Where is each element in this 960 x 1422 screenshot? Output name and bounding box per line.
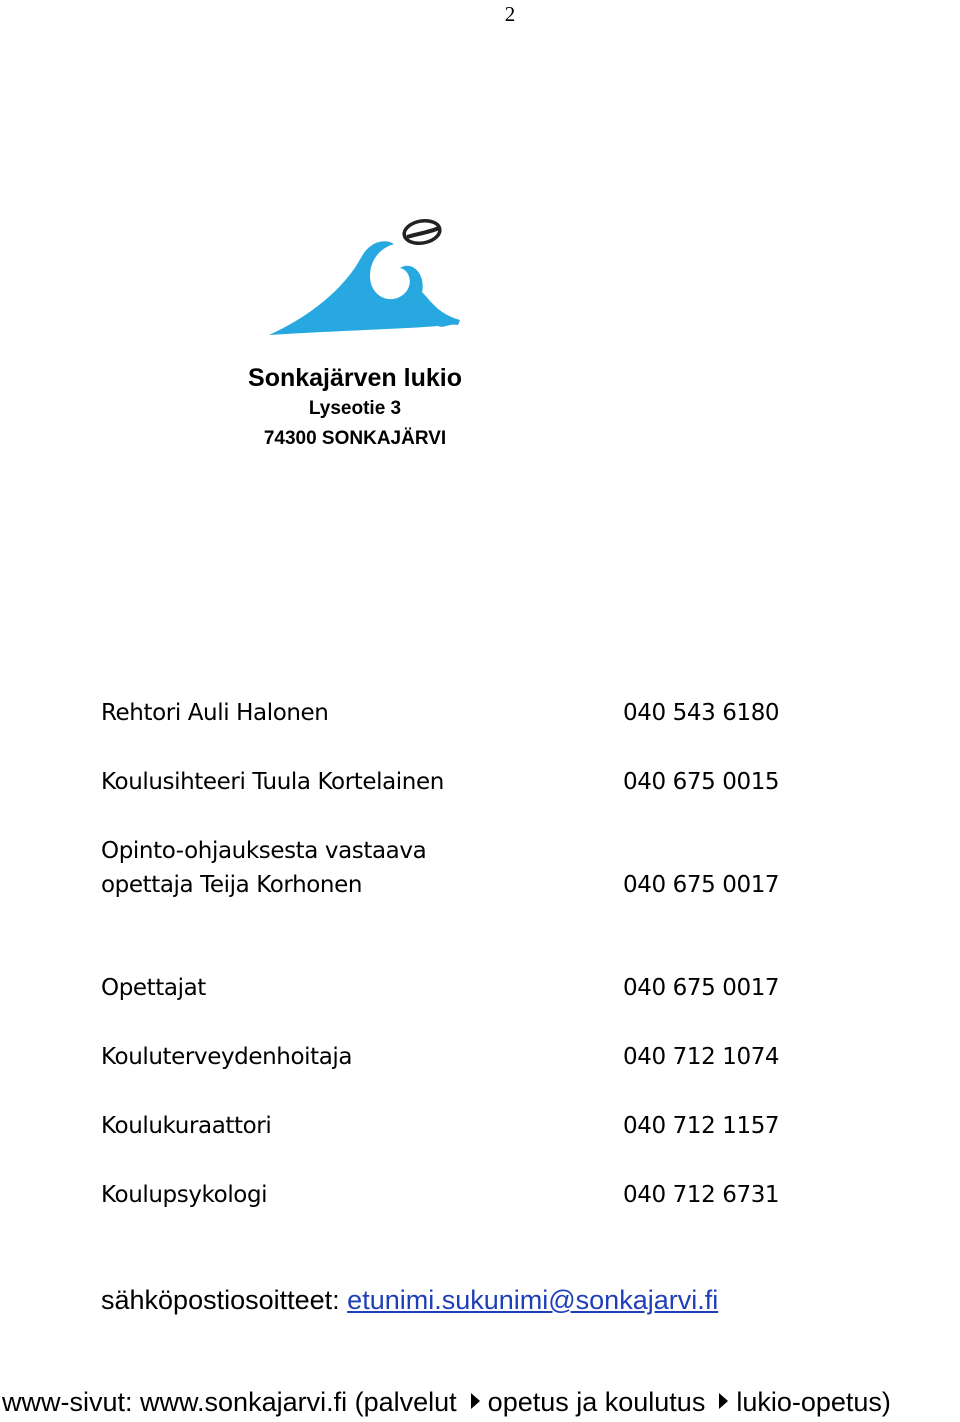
web-path-start: (palvelut bbox=[354, 1387, 457, 1417]
contact-label-nurse: Kouluterveydenhoitaja bbox=[101, 1044, 353, 1070]
email-link[interactable]: etunimi.sukunimi@sonkajarvi.fi bbox=[347, 1285, 719, 1315]
contact-label-counselor-line2: opettaja Teija Korhonen bbox=[101, 872, 363, 898]
arrow-right-icon bbox=[471, 1393, 480, 1409]
contact-phone-principal: 040 543 6180 bbox=[623, 700, 780, 726]
contact-phone-secretary: 040 675 0015 bbox=[623, 769, 780, 795]
contact-label-psychologist: Koulupsykologi bbox=[101, 1182, 268, 1208]
contact-phone-psychologist: 040 712 6731 bbox=[623, 1182, 780, 1208]
contact-label-teachers: Opettajat bbox=[101, 975, 206, 1001]
contact-label-principal: Rehtori Auli Halonen bbox=[101, 700, 329, 726]
school-city: 74300 SONKAJÄRVI bbox=[263, 428, 447, 449]
page-number: 2 bbox=[504, 2, 516, 26]
contact-phone-teachers: 040 675 0017 bbox=[623, 975, 780, 1001]
school-name: Sonkajärven lukio bbox=[248, 364, 462, 392]
web-path-end: lukio-opetus) bbox=[736, 1387, 891, 1417]
school-street: Lyseotie 3 bbox=[308, 398, 402, 419]
school-logo bbox=[262, 210, 472, 345]
contact-label-counselor-line1: Opinto-ohjauksesta vastaava bbox=[101, 838, 427, 864]
contact-phone-nurse: 040 712 1074 bbox=[623, 1044, 780, 1070]
cap-band bbox=[407, 228, 439, 237]
web-label: www-sivut: bbox=[2, 1387, 133, 1417]
arrow-right-icon bbox=[719, 1393, 728, 1409]
email-label: sähköpostiosoitteet: bbox=[101, 1285, 340, 1315]
web-path-mid: opetus ja koulutus bbox=[487, 1387, 706, 1417]
web-line bbox=[2, 1385, 891, 1419]
wave-shape bbox=[269, 241, 460, 335]
contact-phone-curator: 040 712 1157 bbox=[623, 1113, 780, 1139]
school-address bbox=[200, 362, 510, 454]
contact-label-secretary: Koulusihteeri Tuula Kortelainen bbox=[101, 769, 444, 795]
web-url[interactable]: www.sonkajarvi.fi bbox=[140, 1387, 348, 1417]
email-line bbox=[101, 1283, 718, 1317]
contact-phone-counselor: 040 675 0017 bbox=[623, 872, 780, 898]
contact-label-curator: Koulukuraattori bbox=[101, 1113, 272, 1139]
